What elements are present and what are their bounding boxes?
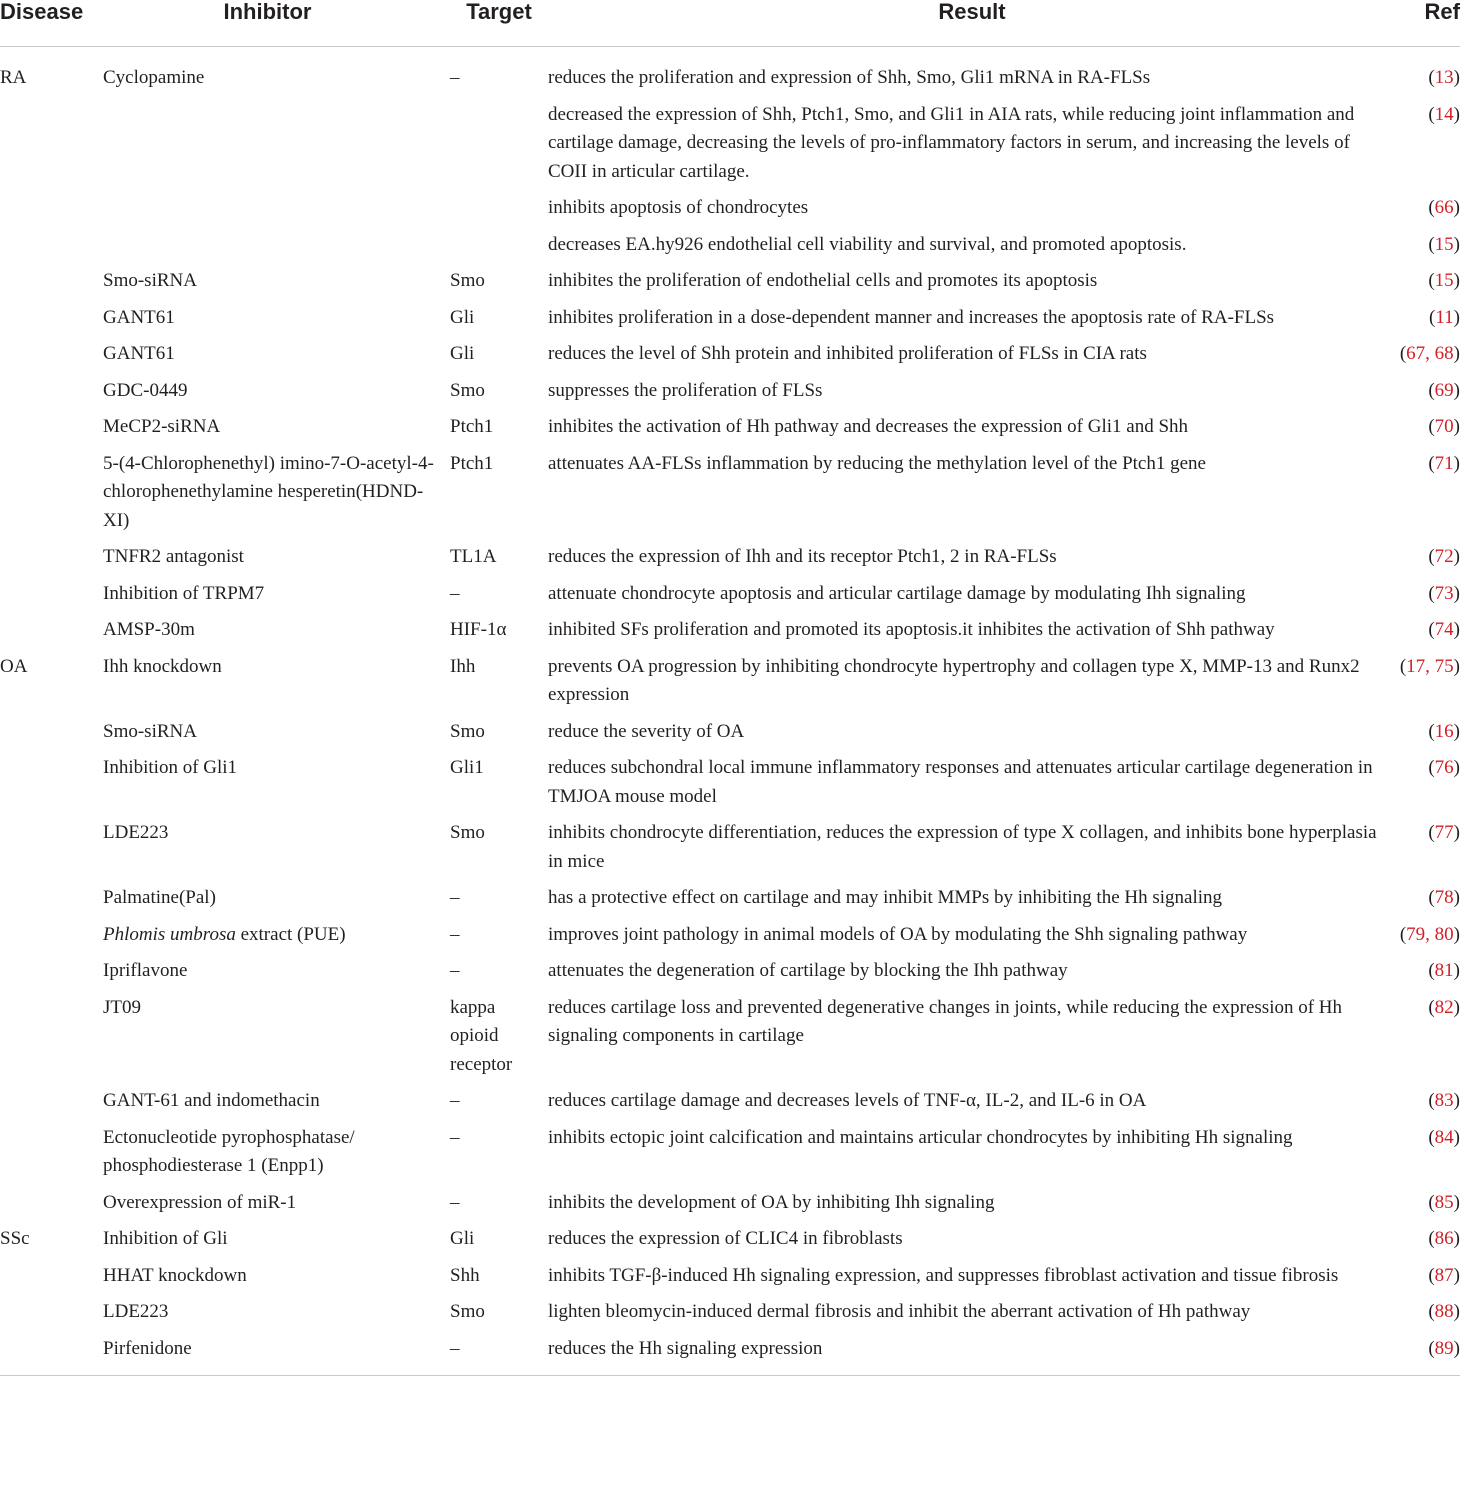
ref-link[interactable]: 11: [1435, 306, 1454, 328]
ref-link[interactable]: 85: [1434, 1191, 1454, 1213]
table-row: [0, 413, 1460, 450]
table-row: [0, 47, 1460, 101]
table-row: [0, 231, 1460, 268]
ref-cell: (66): [1428, 197, 1460, 218]
result-cell: inhibits TGF-β-induced Hh signaling expression, and suppresses fibroblast activation and tissue fibrosis: [548, 1264, 1339, 1286]
target-cell: –: [450, 923, 460, 945]
ref-link[interactable]: 70: [1434, 416, 1454, 437]
inhibitor-cell: Pirfenidone: [103, 1337, 192, 1359]
table-row: [0, 1262, 1460, 1299]
header-row: [0, 0, 1460, 47]
ref-link[interactable]: 69: [1434, 379, 1454, 401]
result-cell: reduces the Hh signaling expression: [548, 1337, 823, 1359]
table-row: [0, 340, 1460, 377]
table-row: [0, 1298, 1460, 1335]
disease-cell: [0, 754, 103, 819]
disease-cell: [0, 616, 103, 653]
table-row: [0, 884, 1460, 921]
target-cell: –: [450, 960, 460, 981]
target-cell: HIF-1α: [450, 619, 507, 640]
ref-link[interactable]: 83: [1434, 1090, 1454, 1111]
result-cell: inhibits ectopic joint calcification and maintains articular chondrocytes by inhibiting Hh signaling: [548, 1126, 1293, 1148]
ref-cell: (69): [1428, 379, 1460, 401]
result-cell: reduces the proliferation and expression of Shh, Smo, Gli1 mRNA in RA-FLSs: [548, 67, 1151, 88]
ref-cell: (14): [1428, 103, 1460, 125]
disease-cell: [0, 994, 103, 1088]
inhibitor-cell: [103, 194, 450, 231]
result-cell: inhibites proliferation in a dose-dependent manner and increases the apoptosis rate of RA-FLSs: [548, 306, 1275, 328]
inhibitor-cell: JT09: [103, 996, 141, 1018]
ref-cell: (13): [1428, 67, 1460, 88]
table-row: [0, 101, 1460, 195]
ref-link[interactable]: 84: [1434, 1126, 1454, 1148]
table-body: [0, 47, 1460, 1376]
disease-cell: [0, 1189, 103, 1226]
result-cell: reduces subchondral local immune inflammatory responses and attenuates articular cartilage degeneration in TMJOA mouse model: [548, 757, 1373, 807]
disease-cell: [0, 304, 103, 341]
target-cell: Smo: [450, 1301, 485, 1322]
ref-cell: (76): [1428, 757, 1460, 778]
ref-link[interactable]: 16: [1434, 720, 1454, 742]
ref-cell: (67, 68): [1399, 343, 1460, 364]
inhibitor-cell: AMSP-30m: [103, 619, 195, 640]
inhibitor-cell: Inhibition of Gli: [103, 1228, 228, 1249]
disease-cell: [0, 921, 103, 958]
ref-cell: (17, 75): [1399, 655, 1460, 677]
ref-link[interactable]: 82: [1434, 996, 1454, 1018]
ref-cell: (82): [1428, 996, 1460, 1018]
target-cell: kappa opioid receptor: [450, 996, 513, 1075]
ref-link[interactable]: 79, 80: [1406, 923, 1454, 945]
table-row: [0, 267, 1460, 304]
disease-cell: [0, 340, 103, 377]
disease-cell: [0, 580, 103, 617]
ref-link[interactable]: 74: [1434, 619, 1454, 640]
disease-cell: RA: [0, 67, 27, 88]
disease-cell: [0, 413, 103, 450]
result-cell: prevents OA progression by inhibiting chondrocyte hypertrophy and collagen type X, MMP-13 and Runx2 expression: [548, 655, 1360, 705]
ref-cell: (87): [1428, 1264, 1460, 1286]
ref-link[interactable]: 88: [1434, 1301, 1454, 1322]
header-disease: Disease: [0, 0, 103, 47]
ref-cell: (77): [1428, 822, 1460, 843]
ref-cell: (81): [1428, 960, 1460, 981]
disease-cell: [0, 543, 103, 580]
ref-link[interactable]: 15: [1434, 233, 1454, 255]
inhibitor-cell: [103, 231, 450, 268]
inhibitor-cell: GANT-61 and indomethacin: [103, 1090, 320, 1111]
result-cell: attenuates the degeneration of cartilage by blocking the Ihh pathway: [548, 960, 1068, 981]
result-cell: reduces the expression of Ihh and its receptor Ptch1, 2 in RA-FLSs: [548, 546, 1057, 567]
table-row: [0, 377, 1460, 414]
ref-cell: (15): [1428, 270, 1460, 291]
result-cell: decreases EA.hy926 endothelial cell viability and survival, and promoted apoptosis.: [548, 233, 1187, 255]
table-row: [0, 994, 1460, 1088]
result-cell: inhibites the proliferation of endothelial cells and promotes its apoptosis: [548, 270, 1098, 291]
ref-link[interactable]: 81: [1434, 960, 1454, 981]
ref-link[interactable]: 13: [1434, 67, 1454, 88]
disease-cell: [0, 1124, 103, 1189]
result-cell: attenuates AA-FLSs inflammation by reducing the methylation level of the Ptch1 gene: [548, 452, 1206, 474]
inhibitor-text: extract (PUE): [235, 923, 346, 945]
ref-cell: (11): [1429, 306, 1460, 328]
inhibitor-cell: HHAT knockdown: [103, 1264, 247, 1286]
table-row: [0, 616, 1460, 653]
disease-cell: [0, 1335, 103, 1376]
target-cell: Smo: [450, 270, 485, 291]
disease-cell: [0, 194, 103, 231]
ref-cell: (85): [1428, 1191, 1460, 1213]
target-cell: Ptch1: [450, 452, 494, 474]
target-cell: –: [450, 1126, 460, 1148]
table-row: [0, 1335, 1460, 1376]
disease-cell: [0, 884, 103, 921]
inhibitor-cell: LDE223: [103, 1301, 169, 1322]
inhibitor-cell: Smo-siRNA: [103, 270, 197, 291]
result-cell: reduces the level of Shh protein and inhibited proliferation of FLSs in CIA rats: [548, 343, 1147, 364]
target-cell: –: [450, 67, 460, 88]
inhibitor-cell: TNFR2 antagonist: [103, 546, 244, 567]
table-row: [0, 957, 1460, 994]
ref-link[interactable]: 76: [1434, 757, 1454, 778]
ref-cell: (15): [1428, 233, 1460, 255]
inhibitor-cell: LDE223: [103, 822, 169, 843]
disease-cell: [0, 1087, 103, 1124]
inhibitor-cell: 5-(4-Chlorophenethyl) imino-7-O-acetyl-4-chlorophenethylamine hesperetin(HDND- XI): [103, 452, 434, 531]
result-cell: inhibits chondrocyte differentiation, reduces the expression of type X collagen, and inhibits bone hyperplasia in mice: [548, 822, 1377, 872]
ref-link[interactable]: 14: [1434, 103, 1454, 125]
result-cell: reduces the expression of CLIC4 in fibroblasts: [548, 1228, 903, 1249]
target-cell: –: [450, 1337, 460, 1359]
header-ref: Ref: [1396, 0, 1460, 47]
table-row: [0, 921, 1460, 958]
result-cell: suppresses the proliferation of FLSs: [548, 379, 823, 401]
ref-link[interactable]: 86: [1434, 1228, 1454, 1249]
ref-link[interactable]: 73: [1434, 582, 1454, 604]
ref-link[interactable]: 77: [1434, 822, 1454, 843]
ref-link[interactable]: 66: [1434, 197, 1454, 218]
target-cell: Smo: [450, 720, 485, 742]
target-cell: TL1A: [450, 546, 497, 567]
target-cell: Gli1: [450, 757, 484, 778]
target-cell: –: [450, 887, 460, 908]
ref-link[interactable]: 89: [1434, 1337, 1454, 1359]
inhibitor-cell: [103, 101, 450, 195]
disease-cell: OA: [0, 655, 28, 677]
ref-cell: (78): [1428, 887, 1460, 908]
result-cell: reduces cartilage damage and decreases levels of TNF-α, IL-2, and IL-6 in OA: [548, 1090, 1147, 1111]
result-cell: improves joint pathology in animal models of OA by modulating the Shh signaling pathway: [548, 923, 1248, 945]
result-cell: lighten bleomycin-induced dermal fibrosis and inhibit the aberrant activation of Hh pathway: [548, 1301, 1251, 1322]
ref-link[interactable]: 15: [1434, 270, 1454, 291]
ref-cell: (79, 80): [1399, 923, 1460, 945]
result-cell: inhibits the development of OA by inhibiting Ihh signaling: [548, 1191, 995, 1213]
table-row: [0, 1189, 1460, 1226]
ref-link[interactable]: 78: [1434, 887, 1454, 908]
disease-cell: [0, 101, 103, 195]
table-header: [0, 0, 1460, 47]
disease-cell: [0, 231, 103, 268]
inhibitor-cell: Smo-siRNA: [103, 720, 197, 742]
table-row: [0, 1225, 1460, 1262]
ref-cell: (72): [1428, 546, 1460, 567]
table-row: [0, 543, 1460, 580]
inhibitor-cell: GANT61: [103, 343, 175, 364]
disease-cell: SSc: [0, 1228, 30, 1249]
table-row: [0, 194, 1460, 231]
result-cell: inhibits apoptosis of chondrocytes: [548, 197, 809, 218]
table-row: [0, 450, 1460, 544]
inhibitor-cell: Palmatine(Pal): [103, 887, 216, 908]
target-cell: –: [450, 1090, 460, 1111]
disease-cell: [0, 1298, 103, 1335]
inhibitor-cell: [103, 921, 450, 958]
target-cell: Smo: [450, 379, 485, 401]
table-row: [0, 718, 1460, 755]
inhibitor-cell: Inhibition of Gli1: [103, 757, 238, 778]
ref-cell: (16): [1428, 720, 1460, 742]
ref-cell: (74): [1428, 619, 1460, 640]
ref-cell: (73): [1428, 582, 1460, 604]
ref-cell: (86): [1428, 1228, 1460, 1249]
target-cell: Shh: [450, 1264, 480, 1286]
disease-cell: [0, 267, 103, 304]
inhibitor-cell: Cyclopamine: [103, 67, 205, 88]
table-row: [0, 653, 1460, 718]
header-result: Result: [548, 0, 1396, 47]
result-cell: has a protective effect on cartilage and may inhibit MMPs by inhibiting the Hh signaling: [548, 887, 1223, 908]
ref-link[interactable]: 72: [1434, 546, 1454, 567]
inhibitor-cell: GANT61: [103, 306, 175, 328]
target-cell: [450, 231, 548, 268]
disease-cell: [0, 718, 103, 755]
ref-link[interactable]: 67, 68: [1406, 343, 1454, 364]
disease-cell: [0, 377, 103, 414]
inhibitor-cell: Ipriflavone: [103, 960, 188, 981]
disease-cell: [0, 450, 103, 544]
target-cell: Ptch1: [450, 416, 494, 437]
ref-cell: (83): [1428, 1090, 1460, 1111]
inhibitor-cell: Overexpression of miR-1: [103, 1191, 297, 1213]
result-cell: inhibites the activation of Hh pathway and decreases the expression of Gli1 and Shh: [548, 416, 1189, 437]
inhibitor-cell: Ectonucleotide pyrophosphatase/ phosphodiesterase 1 (Enpp1): [103, 1126, 355, 1176]
ref-cell: (88): [1428, 1301, 1460, 1322]
header-inhibitor: Inhibitor: [103, 0, 450, 47]
table-row: [0, 1124, 1460, 1189]
ref-link[interactable]: 17, 75: [1406, 655, 1454, 677]
table-row: [0, 304, 1460, 341]
table-row: [0, 819, 1460, 884]
result-cell: inhibited SFs proliferation and promoted its apoptosis.it inhibites the activation of Shh pathway: [548, 619, 1275, 640]
table-row: [0, 580, 1460, 617]
inhibitor-cell: MeCP2-siRNA: [103, 416, 221, 437]
header-target: Target: [450, 0, 548, 47]
ref-link[interactable]: 87: [1434, 1264, 1454, 1286]
inhibitor-cell: GDC-0449: [103, 379, 188, 401]
target-cell: Ihh: [450, 655, 476, 677]
table-row: [0, 754, 1460, 819]
disease-cell: [0, 819, 103, 884]
target-cell: Gli: [450, 1228, 475, 1249]
disease-cell: [0, 957, 103, 994]
table-row: [0, 1087, 1460, 1124]
target-cell: [450, 194, 548, 231]
result-cell: decreased the expression of Shh, Ptch1, Smo, and Gli1 in AIA rats, while reducing joint inflammation and cartilage damage, decreasing the levels of pro-inflammatory factors in serum, and increasing the levels of COII in articular cartilage.: [548, 103, 1355, 182]
inhibitor-cell: Ihh knockdown: [103, 655, 222, 677]
ref-cell: (89): [1428, 1337, 1460, 1359]
target-cell: [450, 101, 548, 195]
result-cell: attenuate chondrocyte apoptosis and articular cartilage damage by modulating Ihh signaling: [548, 582, 1246, 604]
result-cell: reduces cartilage loss and prevented degenerative changes in joints, while reducing the expression of Hh signaling components in cartilage: [548, 996, 1343, 1046]
result-cell: reduce the severity of OA: [548, 720, 745, 742]
target-cell: –: [450, 1191, 460, 1213]
target-cell: Gli: [450, 306, 475, 328]
target-cell: Gli: [450, 343, 475, 364]
ref-cell: (70): [1428, 416, 1460, 437]
ref-link[interactable]: 71: [1434, 452, 1454, 474]
ref-cell: (71): [1428, 452, 1460, 474]
inhibitor-italic-text: Phlomis umbrosa: [103, 923, 236, 945]
ref-cell: (84): [1428, 1126, 1460, 1148]
target-cell: –: [450, 582, 460, 604]
inhibitor-cell: Inhibition of TRPM7: [103, 582, 265, 604]
target-cell: Smo: [450, 822, 485, 843]
disease-cell: [0, 1262, 103, 1299]
